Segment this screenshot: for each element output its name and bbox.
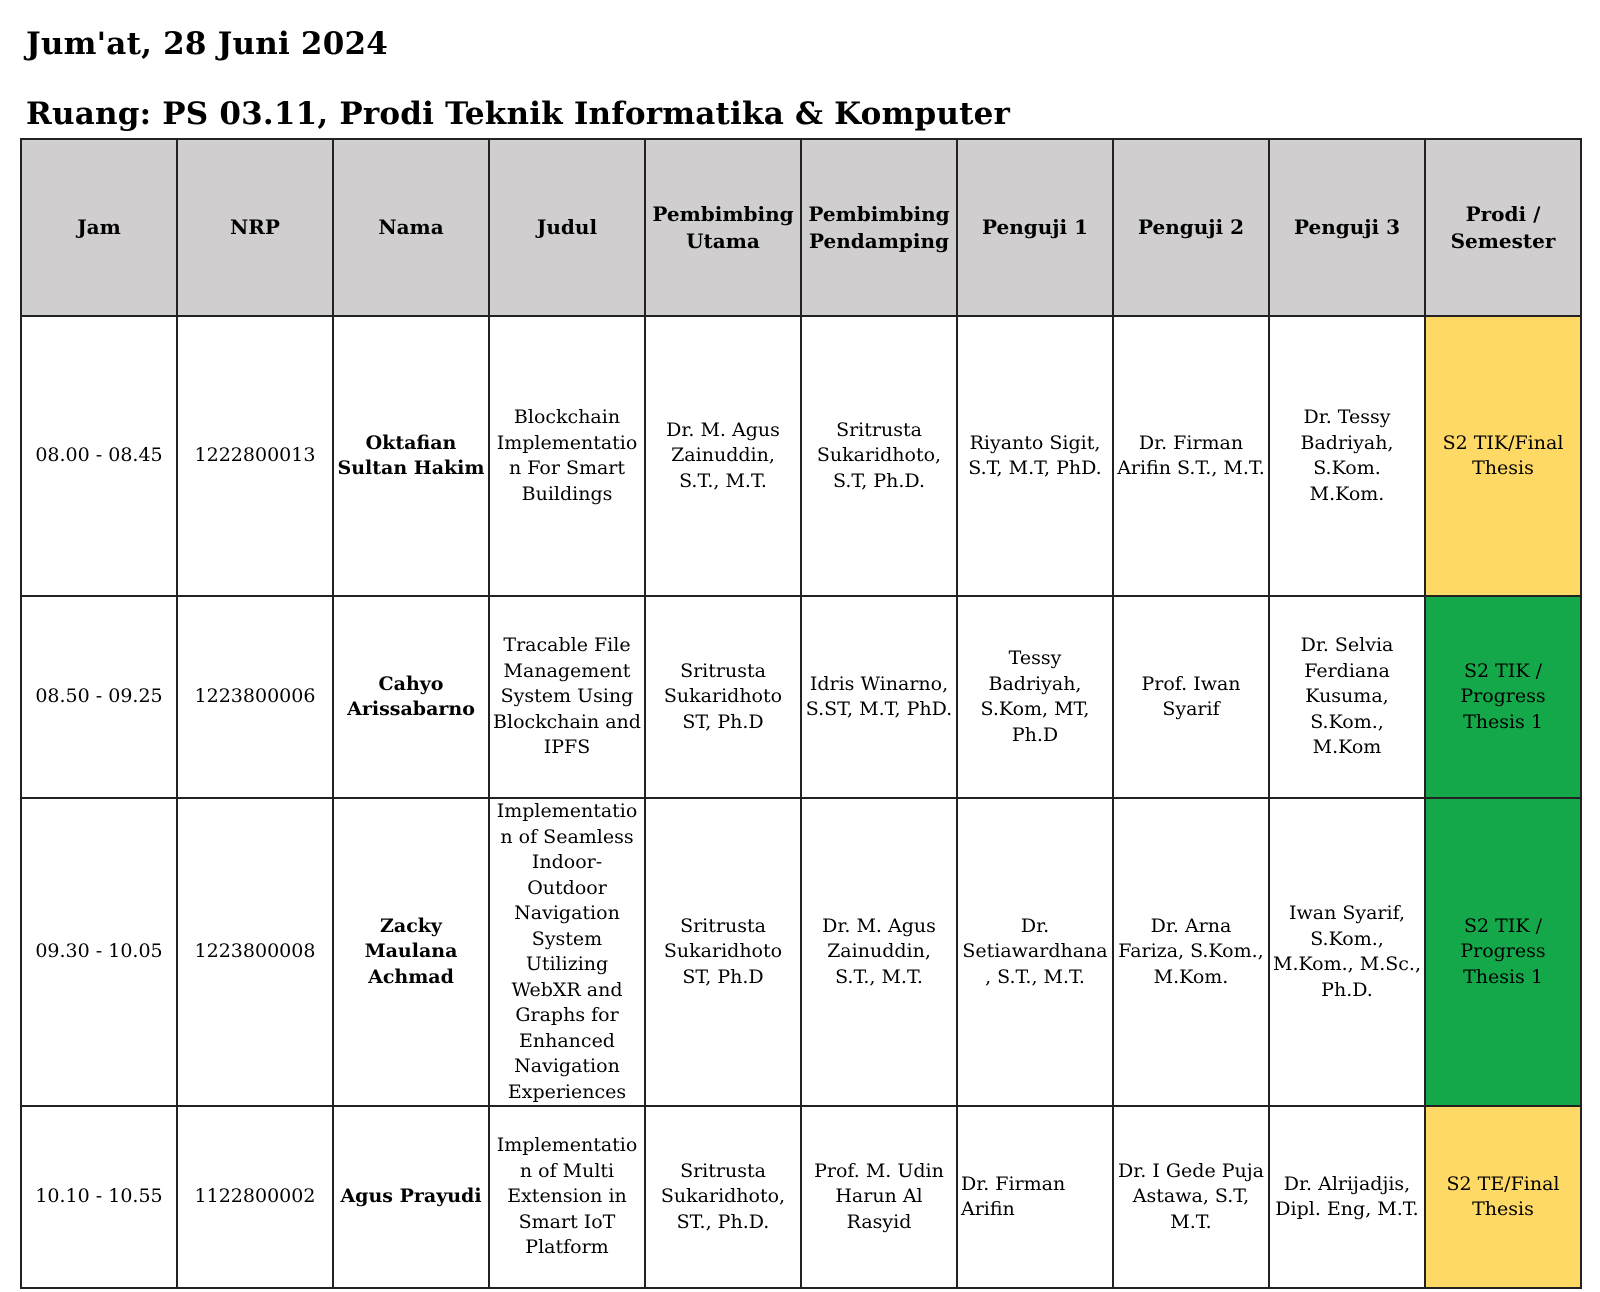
- cell-prodi-semester: S2 TIK/Final Thesis: [1425, 316, 1581, 596]
- cell-nrp: 1122800002: [177, 1106, 333, 1288]
- page-title-date: Jum'at, 28 Juni 2024: [26, 26, 389, 62]
- column-header-nama: Nama: [333, 139, 489, 316]
- cell-penguji-1: Riyanto Sigit, S.T, M.T, PhD.: [957, 316, 1113, 596]
- cell-jam: 09.30 - 10.05: [21, 798, 177, 1106]
- cell-penguji-1: Dr. Firman Arifin: [957, 1106, 1113, 1288]
- cell-jam: 10.10 - 10.55: [21, 1106, 177, 1288]
- cell-nama: Agus Prayudi: [333, 1106, 489, 1288]
- column-header-penguji-2: Penguji 2: [1113, 139, 1269, 316]
- cell-nama: Oktafian Sultan Hakim: [333, 316, 489, 596]
- column-header-judul: Judul: [489, 139, 645, 316]
- cell-penguji-1: Dr. Setiawardhana , S.T., M.T.: [957, 798, 1113, 1106]
- column-header-jam: Jam: [21, 139, 177, 316]
- cell-nrp: 1223800008: [177, 798, 333, 1106]
- table-row: [21, 798, 1581, 1106]
- cell-nrp: 1223800006: [177, 596, 333, 798]
- column-header-nrp: NRP: [177, 139, 333, 316]
- cell-jam: 08.00 - 08.45: [21, 316, 177, 596]
- cell-pembimbing-pendamping: Dr. M. Agus Zainuddin, S.T., M.T.: [801, 798, 957, 1106]
- table-row: [21, 1106, 1581, 1288]
- cell-prodi-semester: S2 TE/Final Thesis: [1425, 1106, 1581, 1288]
- cell-pembimbing-utama: Sritrusta Sukaridhoto ST, Ph.D: [645, 798, 801, 1106]
- cell-pembimbing-pendamping: Prof. M. Udin Harun Al Rasyid: [801, 1106, 957, 1288]
- schedule-table: [20, 138, 1582, 1289]
- column-header-pembimbing-pendamping: Pembimbing Pendamping: [801, 139, 957, 316]
- cell-nama: Cahyo Arissabarno: [333, 596, 489, 798]
- cell-penguji-1: Tessy Badriyah, S.Kom, MT, Ph.D: [957, 596, 1113, 798]
- cell-nama: Zacky Maulana Achmad: [333, 798, 489, 1106]
- cell-pembimbing-pendamping: Sritrusta Sukaridhoto, S.T, Ph.D.: [801, 316, 957, 596]
- cell-pembimbing-utama: Dr. M. Agus Zainuddin, S.T., M.T.: [645, 316, 801, 596]
- cell-judul: Tracable File Management System Using Blockchain and IPFS: [489, 596, 645, 798]
- cell-judul: Implementation of Seamless Indoor-Outdoor Navigation System Utilizing WebXR and Graphs for Enhanced Navigation Experiences: [489, 798, 645, 1106]
- column-header-penguji-1: Penguji 1: [957, 139, 1113, 316]
- cell-pembimbing-utama: Sritrusta Sukaridhoto ST, Ph.D: [645, 596, 801, 798]
- column-header-prodi-semester: Prodi / Semester: [1425, 139, 1581, 316]
- column-header-penguji-3: Penguji 3: [1269, 139, 1425, 316]
- cell-penguji-3: Dr. Alrijadjis, Dipl. Eng, M.T.: [1269, 1106, 1425, 1288]
- cell-pembimbing-utama: Sritrusta Sukaridhoto, ST., Ph.D.: [645, 1106, 801, 1288]
- cell-pembimbing-pendamping: Idris Winarno, S.ST, M.T, PhD.: [801, 596, 957, 798]
- page-title-room: Ruang: PS 03.11, Prodi Teknik Informatika & Komputer: [26, 96, 1011, 132]
- cell-penguji-3: Dr. Tessy Badriyah, S.Kom. M.Kom.: [1269, 316, 1425, 596]
- cell-penguji-2: Dr. Arna Fariza, S.Kom., M.Kom.: [1113, 798, 1269, 1106]
- column-header-pembimbing-utama: Pembimbing Utama: [645, 139, 801, 316]
- cell-penguji-2: Prof. Iwan Syarif: [1113, 596, 1269, 798]
- cell-jam: 08.50 - 09.25: [21, 596, 177, 798]
- cell-penguji-2: Dr. I Gede Puja Astawa, S.T, M.T.: [1113, 1106, 1269, 1288]
- cell-judul: Blockchain Implementation For Smart Buildings: [489, 316, 645, 596]
- table-row: [21, 596, 1581, 798]
- cell-penguji-3: Iwan Syarif, S.Kom., M.Kom., M.Sc., Ph.D.: [1269, 798, 1425, 1106]
- cell-prodi-semester: S2 TIK / Progress Thesis 1: [1425, 596, 1581, 798]
- cell-judul: Implementation of Multi Extension in Smart IoT Platform: [489, 1106, 645, 1288]
- cell-penguji-2: Dr. Firman Arifin S.T., M.T.: [1113, 316, 1269, 596]
- cell-nrp: 1222800013: [177, 316, 333, 596]
- cell-penguji-3: Dr. Selvia Ferdiana Kusuma, S.Kom., M.Kom: [1269, 596, 1425, 798]
- table-header-row: [21, 139, 1581, 316]
- cell-prodi-semester: S2 TIK / Progress Thesis 1: [1425, 798, 1581, 1106]
- table-row: [21, 316, 1581, 596]
